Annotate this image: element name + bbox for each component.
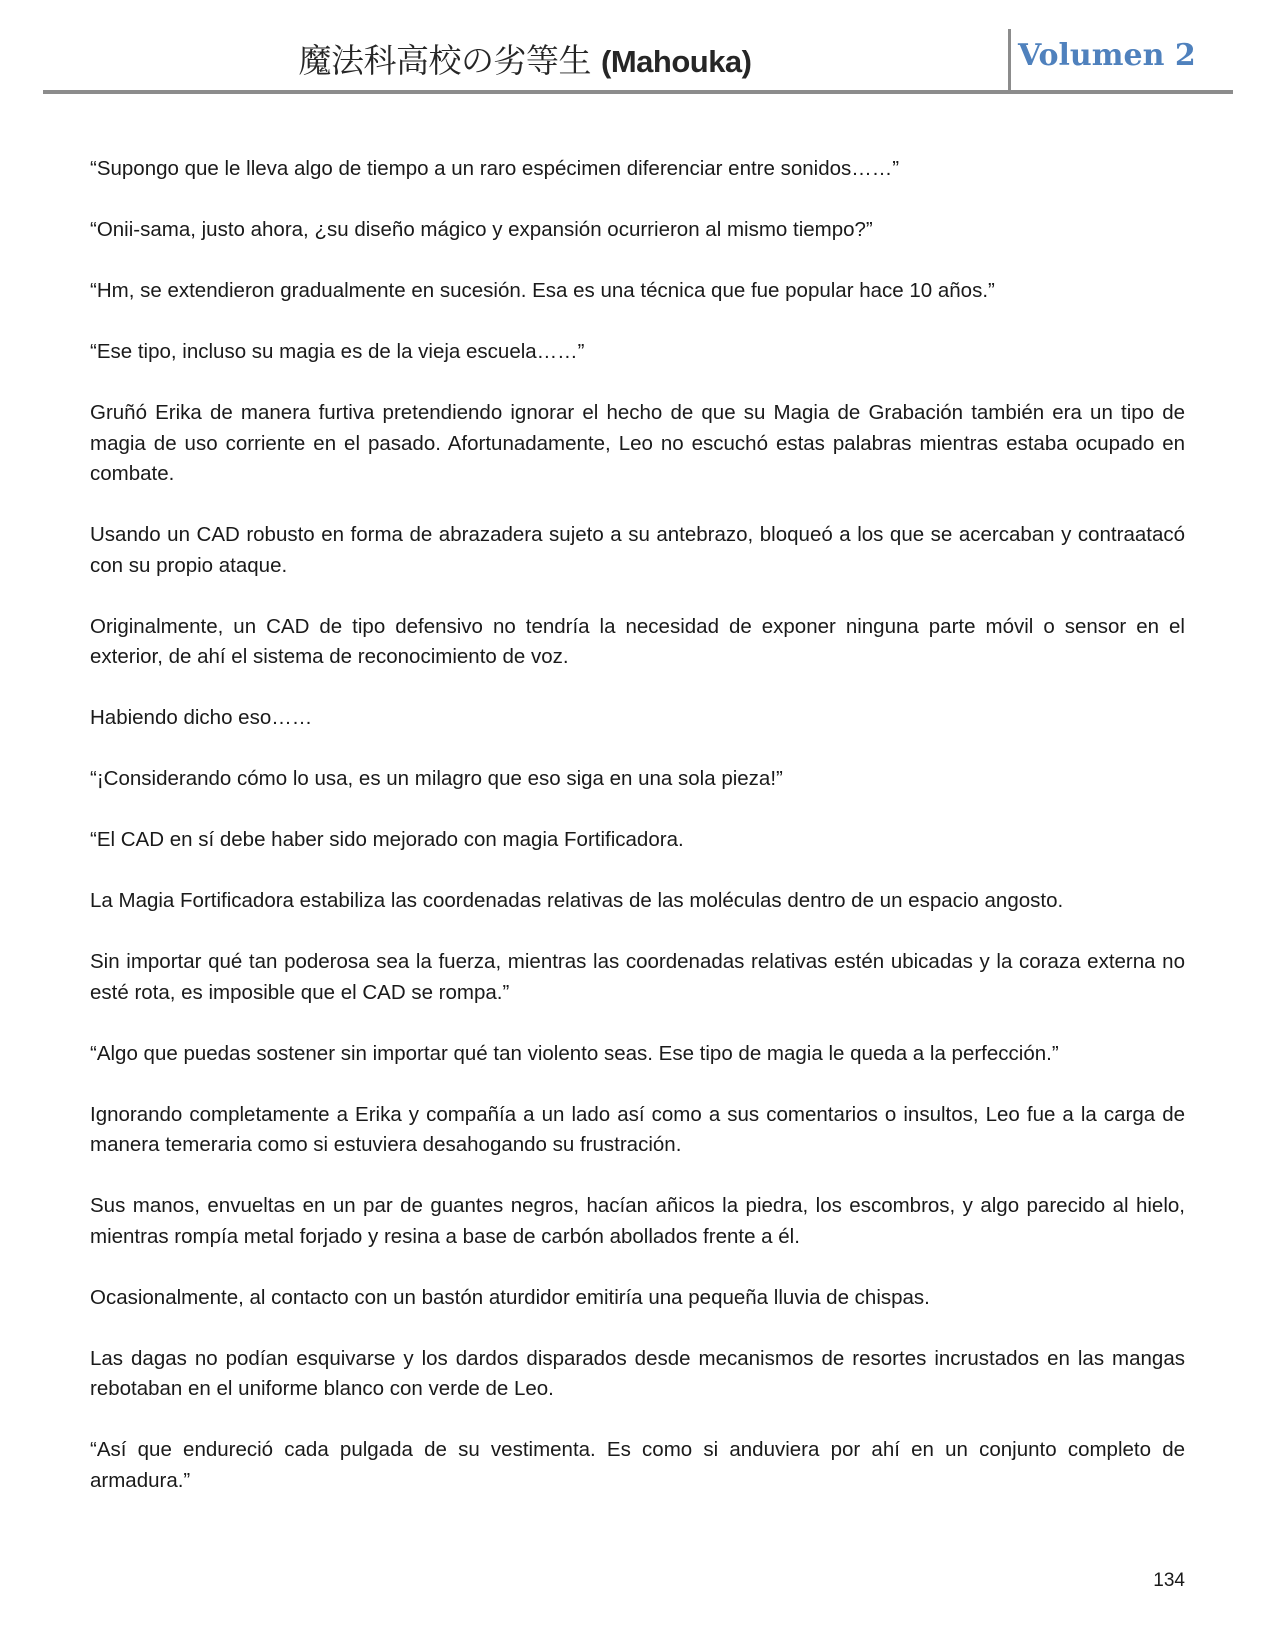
page-number: 134 xyxy=(1153,1570,1185,1591)
paragraph: “Onii-sama, justo ahora, ¿su diseño mágico y expansión ocurrieron al mismo tiempo?” xyxy=(90,218,873,241)
header-volume-label: Volumen 2 xyxy=(1018,38,1196,73)
paragraph: “¡Considerando cómo lo usa, es un milagro que eso siga en una sola pieza!” xyxy=(90,767,783,790)
paragraph: “El CAD en sí debe haber sido mejorado con magia Fortificadora. xyxy=(90,828,684,851)
paragraph: Sus manos, envueltas en un par de guantes negros, hacían añicos la piedra, los escombros, y algo parecido al hielo, mientras rompía metal forjado y resina a base de carbón abollados frente a él. xyxy=(90,1194,1185,1248)
paragraph: Usando un CAD robusto en forma de abrazadera sujeto a su antebrazo, bloqueó a los que se acercaban y contraatacó con su propio ataque. xyxy=(90,523,1185,577)
body-text xyxy=(90,154,1185,1527)
header-title xyxy=(240,35,810,82)
header-title-japanese: 魔法科高校の劣等生 xyxy=(298,41,591,80)
paragraph: La Magia Fortificadora estabiliza las coordenadas relativas de las moléculas dentro de un espacio angosto. xyxy=(90,889,1064,912)
paragraph: “Hm, se extendieron gradualmente en sucesión. Esa es una técnica que fue popular hace 10 años.” xyxy=(90,279,995,302)
paragraph: “Algo que puedas sostener sin importar qué tan violento seas. Ese tipo de magia le queda a la perfección.” xyxy=(90,1041,1059,1065)
paragraph: Ocasionalmente, al contacto con un bastón aturdidor emitiría una pequeña lluvia de chispas. xyxy=(90,1285,930,1309)
paragraph: “Ese tipo, incluso su magia es de la vieja escuela……” xyxy=(90,340,585,363)
paragraph: Sin importar qué tan poderosa sea la fuerza, mientras las coordenadas relativas estén ubicadas y la coraza externa no esté rota, es imposible que el CAD se rompa.” xyxy=(90,950,1185,1004)
header-horizontal-rule xyxy=(43,90,1233,94)
paragraph: Originalmente, un CAD de tipo defensivo no tendría la necesidad de exponer ninguna parte móvil o sensor en el exterior, de ahí el sistema de reconocimiento de voz. xyxy=(90,614,1185,668)
header-title-latin: (Mahouka) xyxy=(601,44,752,79)
header-vertical-divider xyxy=(1008,29,1011,91)
paragraph: Habiendo dicho eso…… xyxy=(90,706,313,729)
paragraph: “Supongo que le lleva algo de tiempo a un raro espécimen diferenciar entre sonidos……” xyxy=(90,157,900,180)
paragraph: “Así que endureció cada pulgada de su vestimenta. Es como si anduviera por ahí en un conjunto completo de armadura.” xyxy=(90,1438,1185,1492)
paragraph: Ignorando completamente a Erika y compañía a un lado así como a sus comentarios o insultos, Leo fue a la carga de manera temeraria como si estuviera desahogando su frustración. xyxy=(90,1102,1185,1156)
paragraph: Gruñó Erika de manera furtiva pretendiendo ignorar el hecho de que su Magia de Grabación también era un tipo de magia de uso corriente en el pasado. Afortunadamente, Leo no escuchó estas palabras mientras estaba ocupado en combate. xyxy=(90,401,1185,485)
paragraph: Las dagas no podían esquivarse y los dardos disparados desde mecanismos de resortes incrustados en las mangas rebotaban en el uniforme blanco con verde de Leo. xyxy=(90,1346,1185,1400)
